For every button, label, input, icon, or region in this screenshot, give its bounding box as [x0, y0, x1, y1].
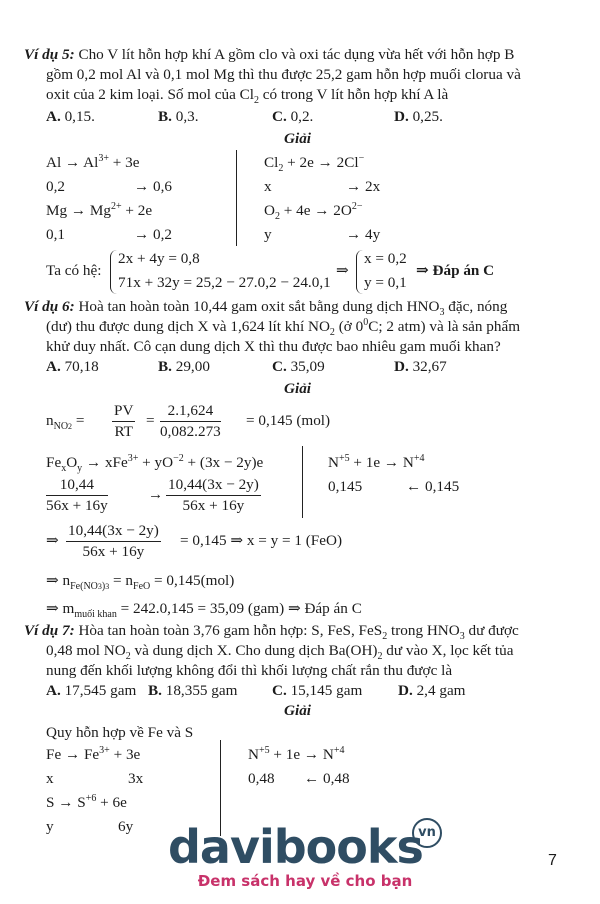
ex5-system-label: Ta có hệ:	[46, 262, 102, 279]
ex6-n-fe-nitrate: ⇒ $n_{Fe(NO3)3} = n_{FeO} = 0,145(mol)$	[46, 572, 235, 593]
example-5-option-a: A. 0,15.	[46, 108, 95, 125]
example-7-option-d: D. 2,4 gam	[398, 682, 466, 699]
example-6-label: Ví dụ 6:	[24, 298, 75, 315]
example-7-option-a: A. 17,545 gam	[46, 682, 137, 699]
ex5-mg-electrons: → 0,2	[134, 226, 172, 243]
ex5-answer: ⇒ Đáp án C	[416, 262, 495, 279]
example-7-line-2: 0,48 mol $NO_2$ và dung dịch X. Cho dung dịch $Ba(OH)_2$ dư vào X, lọc kết tủa	[46, 642, 514, 663]
ex6-implies-1: ⇒	[46, 532, 59, 549]
ex6-equation-result: = 0,145 ⇒ x = y = 1 (FeO)	[180, 532, 343, 549]
example-5-option-c: C. 0,2.	[272, 108, 314, 125]
example-6-line-3: khử duy nhất. Cô cạn dung dịch X thì thu được bao nhiêu gam muối khan?	[46, 338, 501, 355]
example-7-option-b: B. 18,355 gam	[148, 682, 238, 699]
example-5-solution-heading: Giải	[284, 130, 312, 147]
ex5-o-equation: $O_2 + 4e \to 2O^{2-}$	[264, 200, 363, 223]
example-6-option-a: A. 70,18	[46, 358, 99, 375]
example-5-line-2: gồm 0,2 mol Al và 0,1 mol Mg thì thu được 25,2 gam hỗn hợp muối clorua và	[46, 66, 521, 83]
example-7-label: Ví dụ 7:	[24, 622, 75, 639]
ex6-equation-fraction: $\frac{10,44(3x - 2y)}{56x + 16y}$	[68, 522, 159, 560]
ex6-mass-result: ⇒ $m_{muối khan} = 242.0,145 = 35,09$ (gam) ⇒ Đáp án C	[46, 600, 362, 621]
ex6-fe-arrow: →	[148, 486, 164, 503]
ex5-al-electrons: → 0,6	[134, 178, 172, 195]
example-7-solution-heading: Giải	[284, 702, 312, 719]
ex6-pv-over-rt: $\frac{PV}{RT}$	[114, 402, 134, 440]
ex5-mg-equation: $Mg \to Mg^{2+} + 2e$	[46, 200, 153, 219]
example-6-option-b: B. 29,00	[158, 358, 210, 375]
example-6-line-2: (dư) thu được dung dịch X và 1,624 lít khí $NO_2$ (ở $0^0C$; 2 atm) và là sản phẩm	[46, 316, 521, 339]
example-6-line-1: Ví dụ 6: Hoà tan hoàn toàn 10,44 gam oxit sắt bằng dung dịch $HNO_3$ đặc, nóng	[24, 298, 508, 319]
ex5-result-brace	[356, 250, 363, 294]
ex6-equals-1: =	[146, 412, 155, 429]
example-6-option-c: C. 35,09	[272, 358, 325, 375]
ex7-fe-equation: $Fe \to Fe^{3+} + 3e$	[46, 744, 141, 763]
ex7-s-electrons: 6y	[118, 818, 134, 835]
ex6-n-electrons: ← 0,145	[406, 478, 460, 495]
ex7-n-moles: 0,48	[248, 770, 275, 787]
ex6-n-moles: 0,145	[328, 478, 363, 495]
ex6-n-equation: $N^{+5} + 1e \to N^{+4}$	[328, 452, 425, 471]
ex7-s-equation: $S \to S^{+6} + 6e$	[46, 792, 127, 811]
ex7-n-electrons: ← 0,48	[304, 770, 350, 787]
example-6-solution-heading: Giải	[284, 380, 312, 397]
ex7-fe-moles: x	[46, 770, 54, 787]
ex5-system-brace	[110, 250, 117, 294]
davibooks-logo: davibooks vn	[168, 822, 423, 872]
example-5-line-3: oxit của 2 kim loại. Số mol của $Cl_2$ có trong V lít hỗn hợp khí A là	[46, 86, 449, 107]
example-5-line-1: Ví dụ 5: Cho V lít hỗn hợp khí A gồm clo và oxi tác dụng vừa hết với hỗn hợp B	[24, 46, 515, 63]
ex5-cl-electrons: → 2x	[346, 178, 381, 195]
ex5-al-moles: 0,2	[46, 178, 65, 195]
ex5-cl-equation: $Cl_2 + 2e \to 2Cl^-$	[264, 152, 365, 175]
vn-badge: vn	[412, 818, 442, 848]
example-5-option-d: D. 0,25.	[394, 108, 443, 125]
page-number: 7	[548, 852, 557, 869]
ex7-intro: Quy hỗn hợp về Fe và S	[46, 724, 194, 741]
example-6-option-d: D. 32,67	[394, 358, 447, 375]
example-7-line-3: nung đến khối lượng không đổi thì khối lượng chất rắn thu được là	[46, 662, 453, 679]
example-7-option-c: C. 15,145 gam	[272, 682, 363, 699]
ex6-fe-electrons-fraction: $\frac{10,44(3x - 2y)}{56x + 16y}$	[168, 476, 259, 514]
ex5-result-x: x = 0,2	[364, 250, 407, 267]
ex6-fe-moles-fraction: $\frac{10,44}{56x + 16y}$	[46, 476, 108, 514]
ex6-numeric-fraction: $\frac{2.1,624}{0,082.273}$	[160, 402, 221, 440]
example-5-option-b: B. 0,3.	[158, 108, 199, 125]
ex6-divider	[302, 446, 303, 518]
ex5-o-moles: y	[264, 226, 272, 243]
example-7-line-1: Ví dụ 7: Hòa tan hoàn toàn 3,76 gam hỗn hợp: S, FeS, FeS$_2$ trong $HNO_3$ dư được	[24, 622, 519, 643]
slogan: Đem sách hay về cho bạn	[197, 872, 413, 890]
ex5-divider	[236, 150, 237, 246]
ex7-n-equation: $N^{+5} + 1e \to N^{+4}$	[248, 744, 345, 763]
ex5-result-y: y = 0,1	[364, 274, 407, 291]
ex5-al-equation: $Al \to Al^{3+} + 3e$	[46, 152, 140, 171]
ex5-mg-moles: 0,1	[46, 226, 65, 243]
ex5-cl-moles: x	[264, 178, 272, 195]
ex6-n-no2: $n_{NO2}$ =	[46, 412, 85, 433]
ex5-implies: ⇒	[336, 262, 349, 279]
ex6-fe-equation: $Fe_xO_y \to xFe^{3+} + yO^{-2} + (3x - 2y)e$	[46, 452, 264, 475]
ex6-n-result: = 0,145 (mol)	[246, 412, 331, 429]
ex7-s-moles: y	[46, 818, 54, 835]
ex5-o-electrons: → 4y	[346, 226, 381, 243]
ex7-fe-electrons: 3x	[128, 770, 144, 787]
example-5-label: Ví dụ 5:	[24, 46, 75, 63]
ex5-equation-1: 2x + 4y = 0,8	[118, 250, 200, 267]
ex5-equation-2: 71x + 32y = 25,2 − 27.0,2 − 24.0,1	[118, 274, 331, 291]
